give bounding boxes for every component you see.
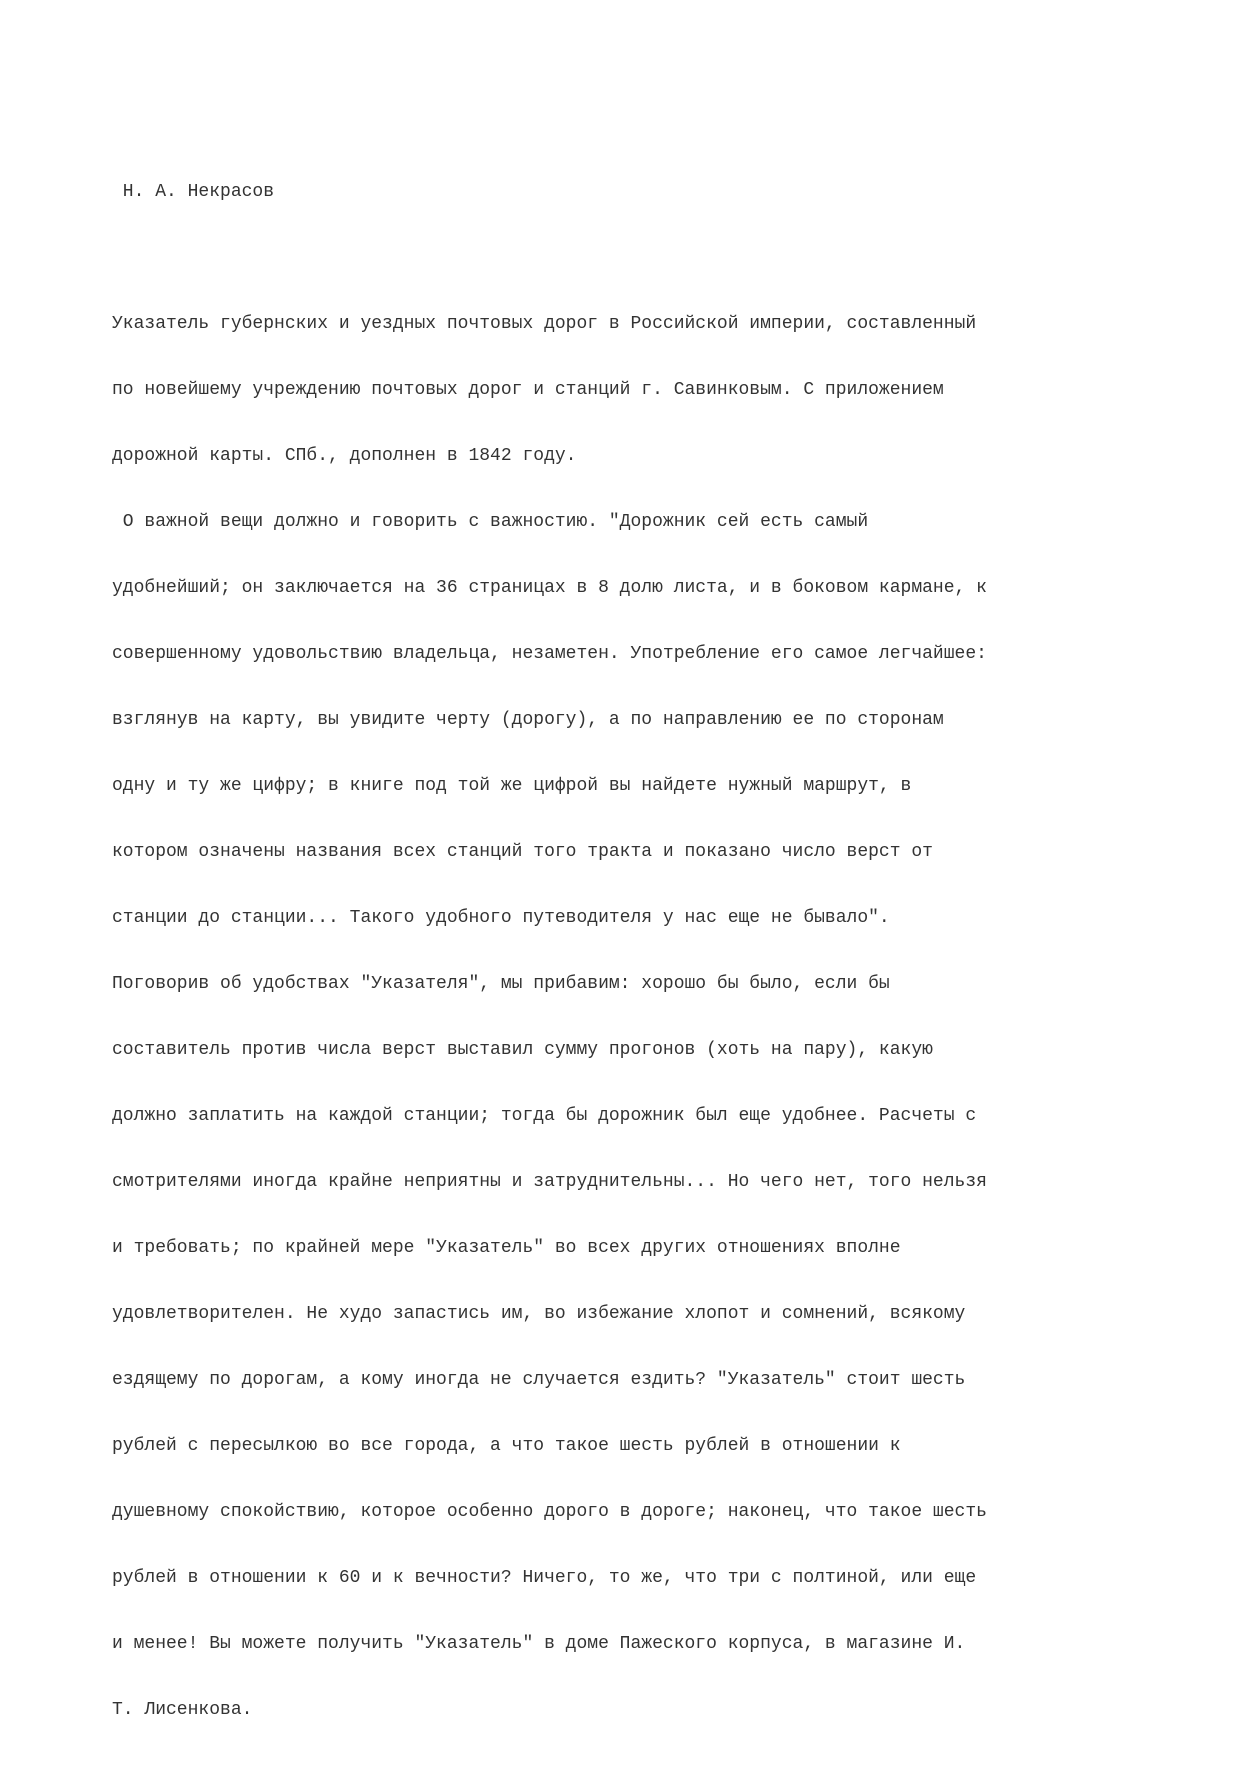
text-line: удовлетворителен. Не худо запастись им, во избежание хлопот и сомнений, всякому xyxy=(112,1304,966,1324)
text-line: Т. Лисенкова. xyxy=(112,1700,253,1720)
document-text xyxy=(112,137,1142,1765)
text-line: О важной вещи должно и говорить с важностию. "Дорожник сей есть самый xyxy=(112,512,869,532)
text-line: рублей с пересылкою во все города, а что такое шесть рублей в отношении к xyxy=(112,1436,901,1456)
text-line: ездящему по дорогам, а кому иногда не случается ездить? "Указатель" стоит шесть xyxy=(112,1370,966,1390)
text-line: удобнейший; он заключается на 36 страницах в 8 долю листа, и в боковом кармане, к xyxy=(112,578,987,598)
text-line: и требовать; по крайней мере "Указатель" во всех других отношениях вполне xyxy=(112,1238,901,1258)
text-line: Указатель губернских и уездных почтовых дорог в Российской империи, составленный xyxy=(112,314,977,334)
text-line: смотрителями иногда крайне неприятны и затруднительны... Но чего нет, того нельзя xyxy=(112,1172,987,1192)
text-line: должно заплатить на каждой станции; тогда бы дорожник был еще удобнее. Расчеты с xyxy=(112,1106,977,1126)
author-line: Н. А. Некрасов xyxy=(112,182,275,202)
text-line: и менее! Вы можете получить "Указатель" в доме Пажеского корпуса, в магазине И. xyxy=(112,1634,966,1654)
text-line: рублей в отношении к 60 и к вечности? Ничего, то же, что три с полтиной, или еще xyxy=(112,1568,977,1588)
text-line: составитель против числа верст выставил сумму прогонов (хоть на пару), какую xyxy=(112,1040,933,1060)
text-line: котором означены названия всех станций того тракта и показано число верст от xyxy=(112,842,933,862)
blank-line xyxy=(112,247,1142,269)
text-line: по новейшему учреждению почтовых дорог и станций г. Савинковым. С приложением xyxy=(112,380,944,400)
text-line: душевному спокойствию, которое особенно дорого в дороге; наконец, что такое шесть xyxy=(112,1502,987,1522)
text-line: дорожной карты. СПб., дополнен в 1842 году. xyxy=(112,446,577,466)
text-line: одну и ту же цифру; в книге под той же цифрой вы найдете нужный маршрут, в xyxy=(112,776,912,796)
text-line: совершенному удовольствию владельца, незаметен. Употребление его самое легчайшее: xyxy=(112,644,987,664)
text-line: взглянув на карту, вы увидите черту (дорогу), а по направлению ее по сторонам xyxy=(112,710,944,730)
text-line: Поговорив об удобствах "Указателя", мы прибавим: хорошо бы было, если бы xyxy=(112,974,890,994)
text-line: станции до станции... Такого удобного путеводителя у нас еще не бывало". xyxy=(112,908,890,928)
